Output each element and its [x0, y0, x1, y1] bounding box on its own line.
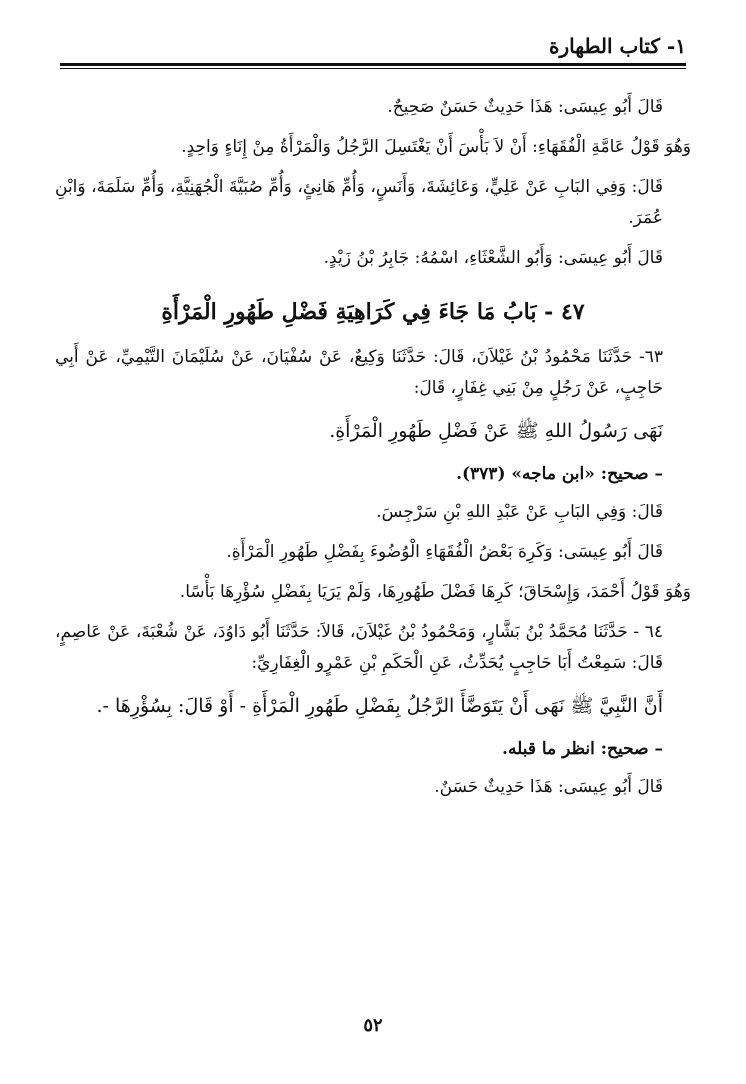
header-rule-thick	[60, 63, 686, 66]
hadith-63-grade: – صحيح: «ابن ماجه» (٣٧٣).	[456, 464, 663, 484]
hadith-64-isnad: ٦٤ - حَدَّثَنَا مُحَمَّدُ بْنُ بَشَّارٍ، وَمَحْمُودُ بْنُ غَيْلاَنَ، قَالاَ: حَدَّثَنَا أَبُو دَاوُدَ، عَنْ شُعْبَةَ، عَنْ عَاصِمٍ، قَالَ: سَمِعْتُ أَبَا حَاجِبٍ يُحَدِّثُ، عَنِ الْحَكَمِ بْنِ عَمْرٍو الْغِفَارِيِّ:	[55, 622, 663, 673]
hadith-63-matn: نَهَى رَسُولُ اللهِ ﷺ عَنْ فَضْلِ طَهُورِ الْمَرْأَةِ.	[329, 420, 663, 442]
paragraph-grading-statement: قَالَ أَبُو عِيسَى: هَذَا حَدِيثٌ حَسَنٌ صَحِيحٌ.	[387, 97, 663, 117]
chapter-heading: ٤٧ - بَابُ مَا جَاءَ فِي كَرَاهِيَةِ فَضْلِ طَهُورِ الْمَرْأَةِ	[161, 299, 585, 325]
paragraph-chapter-narrators: قَالَ: وَفِي البَابِ عَنْ عَلِيٍّ، وَعَائِشَةَ، وَأَنَسٍ، وَأُمِّ هَانِئٍ، وَأُمِّ صُبَيَّةَ الْجُهَنِيَّةِ، وَأُمِّ سَلَمَةَ، وَابْنِ عُمَرَ.	[55, 177, 663, 228]
paragraph-narrator-name: قَالَ أَبُو عِيسَى: وَأَبُو الشَّعْثَاءِ، اسْمُهُ: جَابِرُ بْنُ زَيْدٍ.	[323, 248, 663, 268]
hadith-64-grade: – صحيح: انظر ما قبله.	[502, 739, 663, 759]
page-content	[55, 92, 691, 812]
paragraph-jurists-opinion: وَهُوَ قَوْلُ عَامَّةِ الْفُقَهَاءِ: أَنْ لاَ بَأْسَ أَنْ يَغْتَسِلَ الرَّجُلُ وَالْمَرْأَةُ مِنْ إِنَاءٍ وَاحِدٍ.	[181, 137, 691, 157]
hadith-63-note-chapter: قَالَ: وَفِي البَابِ عَنْ عَبْدِ اللهِ بْنِ سَرْجِسَ.	[376, 502, 663, 522]
header-rule-thin	[60, 68, 686, 69]
hadith-63-note-dislike: قَالَ أَبُو عِيسَى: وَكَرِهَ بَعْضُ الْفُقَهَاءِ الْوُضُوءَ بِفَضْلِ طَهُورِ الْمَرْأَةِ.	[226, 542, 663, 562]
page-number: ٥٢	[363, 1015, 383, 1036]
hadith-64-matn: أَنَّ النَّبِيَّ ﷺ نَهَى أَنْ يَتَوَضَّأَ الرَّجُلُ بِفَضْلِ طَهُورِ الْمَرْأَةِ - أَوْ قَالَ: بِسُؤْرِهَا -.	[96, 695, 663, 717]
hadith-63-isnad: ٦٣- حَدَّثَنَا مَحْمُودُ بْنُ غَيْلاَنَ، قَالَ: حَدَّثَنَا وَكِيعٌ، عَنْ سُفْيَانَ، عَنْ سُلَيْمَانَ التَّيْمِيِّ، عَنْ أَبِي حَاجِبٍ، عَنْ رَجُلٍ مِنْ بَنِي غِفَارٍ، قَالَ:	[55, 347, 663, 398]
hadith-63-note-ahmad: وَهُوَ قَوْلُ أَحْمَدَ، وَإِسْحَاقَ؛ كَرِهَا فَضْلَ طَهُورِهَا، وَلَمْ يَرَيَا بِفَضْلِ سُؤْرِهَا بَأْسًا.	[179, 582, 691, 602]
hadith-64-note-grading: قَالَ أَبُو عِيسَى: هَذَا حَدِيثٌ حَسَنٌ.	[434, 777, 663, 797]
running-header-title: ١- كتاب الطهارة	[549, 34, 686, 58]
